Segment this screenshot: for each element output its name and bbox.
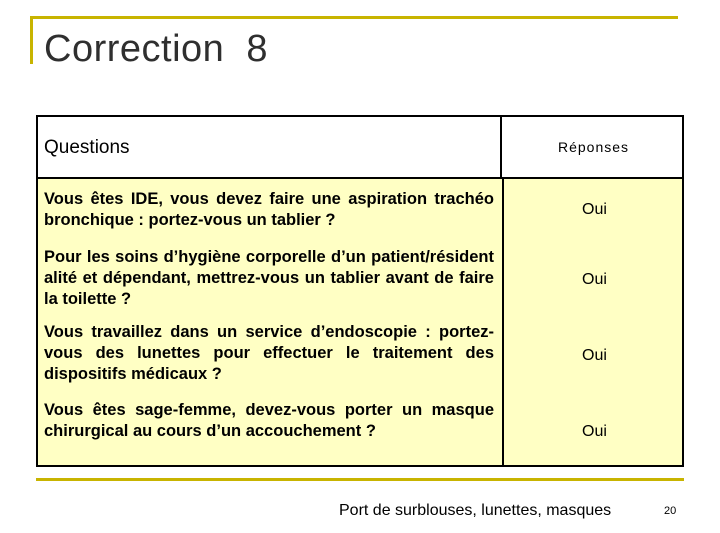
header-questions-label: Questions: [44, 137, 130, 158]
question-1: Vous êtes IDE, vous devez faire une aspiration trachéo bronchique : portez-vous un tablier ?: [44, 190, 494, 229]
header-answers-label: Réponses: [558, 139, 630, 155]
answer-1: Oui: [582, 201, 607, 218]
slide-title: Correction 8: [44, 28, 269, 70]
answer-4: Oui: [582, 423, 607, 440]
questions-table: [36, 115, 684, 467]
header-answers: [502, 117, 682, 179]
footer-summary: Port de surblouses, lunettes, masques: [339, 502, 612, 519]
answer-3: Oui: [582, 347, 607, 364]
question-2: Pour les soins d’hygiène corporelle d’un patient/résident alité et dépendant, mettrez-vous un tablier avant de faire la toilette ?: [44, 248, 494, 308]
header-questions: [38, 117, 502, 179]
question-3: Vous travaillez dans un service d’endoscopie : portez-vous des lunettes pour effectuer le traitement des dispositifs médicaux ?: [44, 323, 494, 383]
answer-2: Oui: [582, 271, 607, 288]
title-left-rule: [30, 16, 33, 64]
question-4: Vous êtes sage-femme, devez-vous porter un masque chirurgical au cours d’un accouchement ?: [44, 401, 494, 440]
title-top-rule: [30, 16, 678, 19]
page-number: 20: [664, 505, 677, 517]
footer-rule: [36, 478, 684, 481]
column-divider: [502, 179, 504, 465]
